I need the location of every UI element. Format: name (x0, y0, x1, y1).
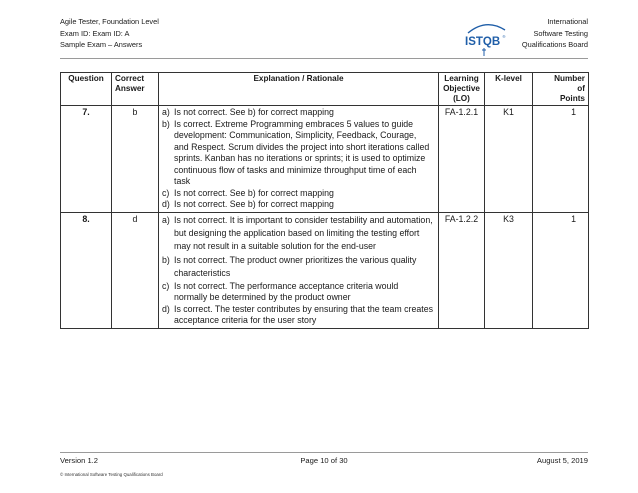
column-header-question: Question (61, 73, 112, 106)
explanation-option: c) Is not correct. The performance acceptance criteria would normally be determined by the product owner (162, 280, 399, 302)
footer-version: Version 1.2 (60, 456, 98, 465)
column-header-learning-objective: Learning Objective (LO) (439, 73, 485, 106)
points: 1 (533, 106, 589, 213)
istqb-logo-graphic (464, 17, 508, 57)
learning-objective: FA-1.2.1 (439, 106, 485, 213)
footer-page-number: Page 10 of 30 (300, 456, 348, 465)
explanation-option: c) Is not correct. See b) for correct mapping (162, 187, 334, 198)
header-divider (60, 58, 588, 59)
explanation-cell (159, 106, 439, 213)
column-header-points: Number of Points (533, 73, 589, 106)
k-level: K1 (485, 106, 533, 213)
header-board-line-3: Qualifications Board (521, 40, 588, 49)
page-header (60, 16, 588, 58)
header-title: Agile Tester, Foundation Level (60, 17, 159, 26)
correct-answer: d (112, 212, 159, 328)
column-header-k-level: K-level (485, 73, 533, 106)
header-board-line-1: International (547, 17, 588, 26)
k-level: K3 (485, 212, 533, 328)
explanation-option: d) Is not correct. See b) for correct mapping (162, 199, 334, 209)
learning-objective: FA-1.2.2 (439, 212, 485, 328)
logo-registered-mark: ® (502, 34, 506, 39)
question-number: 7. (61, 106, 112, 213)
column-header-explanation: Explanation / Rationale (159, 73, 439, 106)
header-subtitle: Sample Exam – Answers (60, 40, 143, 49)
explanation-option: d) Is correct. The tester contributes by ensuring that the team creates acceptance criteria for the user story (162, 303, 433, 325)
header-document-info (60, 16, 159, 51)
points: 1 (533, 212, 589, 328)
table-header-row (61, 73, 589, 106)
explanation-option: b) Is not correct. The product owner prioritizes the various quality characteristics (162, 254, 417, 278)
footer-divider (60, 452, 588, 453)
footer-copyright: © International Software Testing Qualifications Board (60, 472, 163, 477)
table-row (61, 106, 589, 213)
logo-figure-icon (482, 48, 486, 56)
correct-answer: b (112, 106, 159, 213)
table-row (61, 212, 589, 328)
explanation-option: a) Is not correct. See b) for correct mapping (162, 107, 334, 117)
explanation-cell (159, 212, 439, 328)
istqb-logo (464, 17, 508, 57)
answers-table (60, 72, 589, 329)
column-header-correct-answer: Correct Answer (112, 73, 159, 106)
question-number: 8. (61, 212, 112, 328)
header-board-line-2: Software Testing (533, 28, 588, 38)
page-footer (60, 456, 588, 470)
logo-text: ISTQB (465, 36, 501, 48)
header-exam-id: Exam ID: Exam ID: A (60, 28, 130, 38)
footer-date: August 5, 2019 (536, 456, 588, 465)
logo-swoosh-icon (468, 25, 505, 33)
header-board-name (522, 16, 588, 51)
explanation-option: b) Is correct. Extreme Programming embraces 5 values to guide development: Communication, Simplicity, Feedback, Courage, and Respect. Scrum divides the project into short iterations called sprints. Kanban has no iterations or sprints; it is used to optimize continuous flow of tasks and minimize throughput time of each task (162, 118, 430, 186)
explanation-option: a) Is not correct. It is important to consider testability and automation, but designing the application based on limiting the testing effort may not result in a suitable solution for the end-user (162, 214, 433, 251)
